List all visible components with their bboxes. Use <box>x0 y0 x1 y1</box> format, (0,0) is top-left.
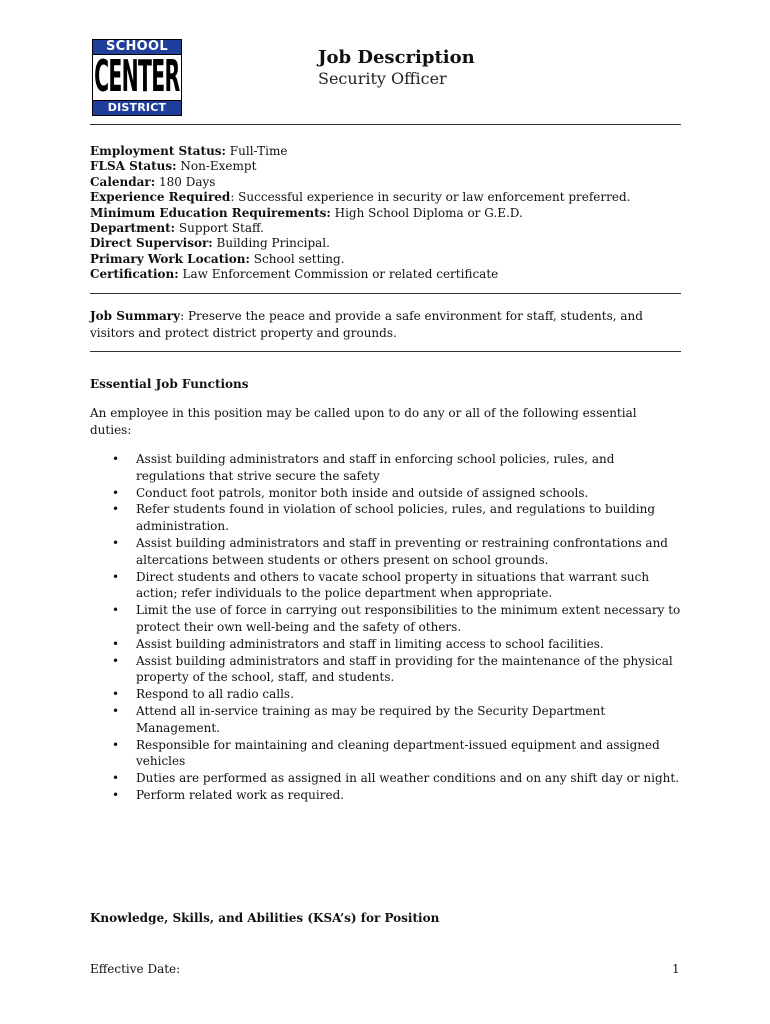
job-summary-text: : Preserve the peace and provide a safe environment for staff, students, and visitors and protect district property and grounds. <box>90 309 643 340</box>
ksa-heading: Knowledge, Skills, and Abilities (KSA’s) for Position <box>90 911 440 925</box>
list-item: • Perform related work as required. <box>90 787 685 804</box>
list-item: • Attend all in-service training as may be required by the Security Department Management. <box>90 703 685 737</box>
position-info-block <box>90 144 690 283</box>
logo-center-text: CENTER <box>94 55 180 100</box>
list-item: • Respond to all radio calls. <box>90 686 685 703</box>
summary-divider <box>90 351 681 352</box>
document-subtitle: Security Officer <box>318 69 447 88</box>
effective-date-label: Effective Date: <box>90 962 181 976</box>
list-item: • Conduct foot patrols, monitor both inside and outside of assigned schools. <box>90 485 685 502</box>
list-item: • Refer students found in violation of school policies, rules, and regulations to building administration. <box>90 501 685 535</box>
list-item: • Responsible for maintaining and cleaning department-issued equipment and assigned vehicles <box>90 737 685 771</box>
list-item: • Assist building administrators and staff in limiting access to school facilities. <box>90 636 685 653</box>
job-summary-label: Job Summary <box>90 309 181 323</box>
logo-school-text: SCHOOL <box>92 39 182 55</box>
info-row-flsa-status: FLSA Status: Non-Exempt <box>90 159 257 174</box>
page-number: 1 <box>672 962 680 976</box>
logo-district-text: DISTRICT <box>92 100 182 116</box>
list-item: • Limit the use of force in carrying out responsibilities to the minimum extent necessary to protect their own well-being and the safety of others. <box>90 602 685 636</box>
essential-functions-heading: Essential Job Functions <box>90 377 249 391</box>
info-row-department: Department: Support Staff. <box>90 221 264 236</box>
list-item: • Duties are performed as assigned in all weather conditions and on any shift day or night. <box>90 770 685 787</box>
list-item: • Direct students and others to vacate school property in situations that warrant such action; refer individuals to the police department when appropriate. <box>90 569 685 603</box>
info-row-certification: Certification: Law Enforcement Commission or related certificate <box>90 267 499 282</box>
school-district-logo <box>92 39 182 116</box>
job-summary <box>90 308 680 341</box>
essential-functions-intro: An employee in this position may be called upon to do any or all of the following essential duties: <box>90 406 637 437</box>
info-row-supervisor: Direct Supervisor: Building Principal. <box>90 236 330 251</box>
essential-duties-list <box>90 451 685 804</box>
info-divider <box>90 293 681 294</box>
list-item: • Assist building administrators and staff in preventing or restraining confrontations and altercations between students or others present on school grounds. <box>90 535 685 569</box>
list-item: • Assist building administrators and staff in providing for the maintenance of the physical property of the school, staff, and students. <box>90 653 685 687</box>
info-row-work-location: Primary Work Location: School setting. <box>90 251 345 266</box>
info-row-calendar: Calendar: 180 Days <box>90 174 216 189</box>
info-row-education: Minimum Education Requirements: High School Diploma or G.E.D. <box>90 205 523 220</box>
list-item: • Assist building administrators and staff in enforcing school policies, rules, and regulations that strive secure the safety <box>90 451 685 485</box>
info-row-experience: Experience Required: Successful experience in security or law enforcement preferred. <box>90 190 631 205</box>
document-title: Job Description <box>318 47 475 68</box>
info-row-employment-status: Employment Status: Full-Time <box>90 144 288 158</box>
logo-center-block <box>92 55 182 100</box>
header-divider <box>90 124 681 125</box>
